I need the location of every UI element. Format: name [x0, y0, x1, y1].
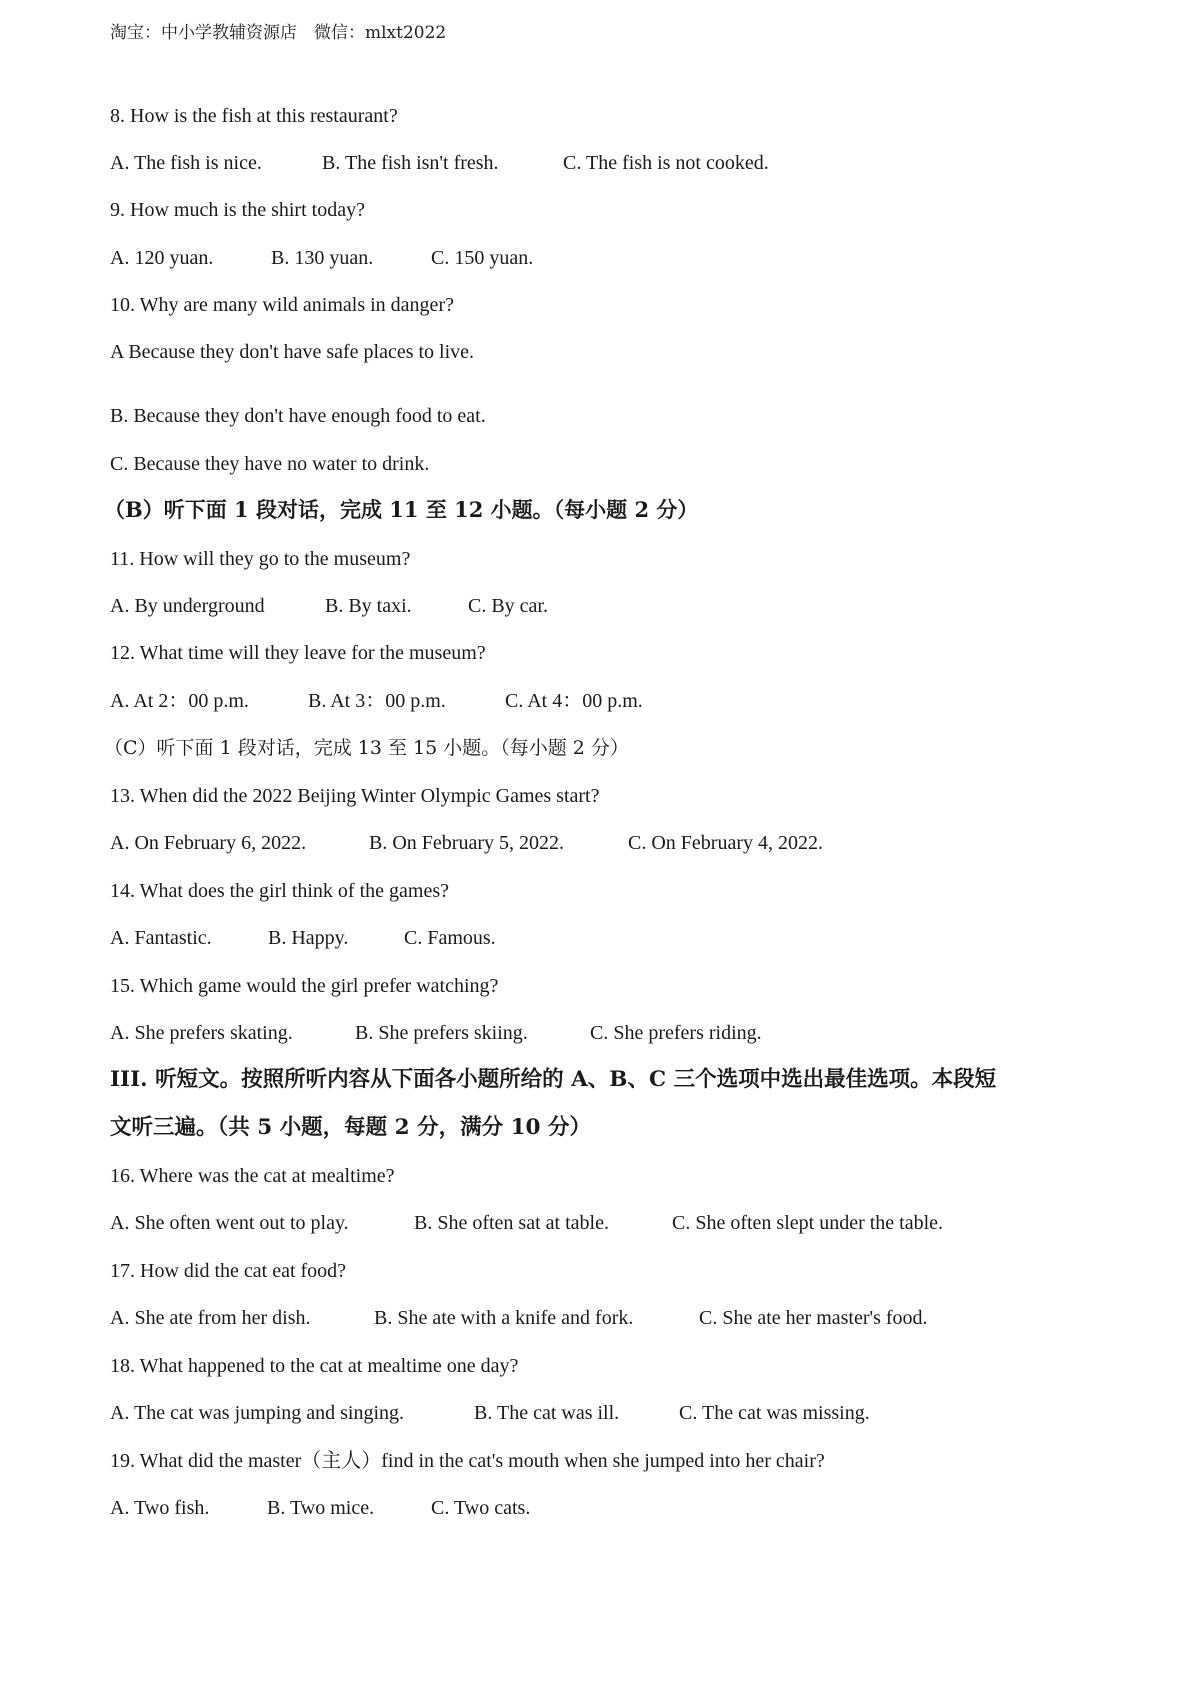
option-a: A. She often went out to play. [110, 1212, 349, 1234]
option-b: B. On February 5, 2022. [369, 832, 564, 854]
option-b: B. By taxi. [325, 595, 412, 617]
question-10-option-b: B. Because they don't have enough food to eat. [110, 405, 486, 427]
question-19: 19. What did the master（主人）find in the cat's mouth when she jumped into her chair? [110, 1450, 825, 1472]
option-b: B. She prefers skiing. [355, 1022, 528, 1044]
question-10-option-a: A Because they don't have safe places to live. [110, 341, 475, 363]
question-9: 9. How much is the shirt today? [110, 199, 365, 221]
option-b: B. The cat was ill. [474, 1402, 620, 1424]
question-15: 15. Which game would the girl prefer watching? [110, 975, 499, 997]
question-8: 8. How is the fish at this restaurant? [110, 105, 398, 127]
option-b: B. At 3：00 p.m. [308, 690, 446, 712]
option-c: C. The fish is not cooked. [563, 152, 769, 174]
option-c: C. 150 yuan. [431, 247, 534, 269]
section-iii-heading-line-2: 文听三遍。（共 5 小题，每题 2 分，满分 10 分） [110, 1115, 592, 1140]
option-a: A. At 2：00 p.m. [110, 690, 249, 712]
section-b-heading: （B）听下面 1 段对话，完成 11 至 12 小题。（每小题 2 分） [104, 497, 699, 522]
option-c: C. She often slept under the table. [672, 1212, 944, 1234]
question-11: 11. How will they go to the museum? [110, 548, 411, 570]
section-c-heading: （C）听下面 1 段对话，完成 13 至 15 小题。（每小题 2 分） [104, 737, 629, 759]
option-a: A. She ate from her dish. [110, 1307, 311, 1329]
option-c: C. The cat was missing. [679, 1402, 870, 1424]
question-12: 12. What time will they leave for the museum? [110, 642, 486, 664]
question-10-option-c: C. Because they have no water to drink. [110, 453, 430, 475]
question-13: 13. When did the 2022 Beijing Winter Olympic Games start? [110, 785, 600, 807]
option-c: C. At 4：00 p.m. [505, 690, 643, 712]
option-b: B. The fish isn't fresh. [322, 152, 499, 174]
page-header: 淘宝：中小学教辅资源店 微信：mlxt2022 [110, 23, 447, 43]
option-a: A. Two fish. [110, 1497, 210, 1519]
question-17: 17. How did the cat eat food? [110, 1260, 347, 1282]
option-c: C. By car. [468, 595, 548, 617]
option-a: A. By underground [110, 595, 265, 617]
question-18: 18. What happened to the cat at mealtime one day? [110, 1355, 519, 1377]
option-a: A. 120 yuan. [110, 247, 214, 269]
option-c: C. She prefers riding. [590, 1022, 762, 1044]
option-c: C. Famous. [404, 927, 496, 949]
option-a: A. The cat was jumping and singing. [110, 1402, 405, 1424]
option-b: B. 130 yuan. [271, 247, 374, 269]
option-a: A. Fantastic. [110, 927, 212, 949]
option-a: A. She prefers skating. [110, 1022, 293, 1044]
option-c: C. On February 4, 2022. [628, 832, 823, 854]
section-iii-heading-line-1: III. 听短文。按照所听内容从下面各小题所给的 A、B、C 三个选项中选出最佳选项。本段短 [110, 1067, 997, 1092]
option-c: C. Two cats. [431, 1497, 531, 1519]
option-b: B. Happy. [268, 927, 349, 949]
question-16: 16. Where was the cat at mealtime? [110, 1165, 395, 1187]
option-a: A. The fish is nice. [110, 152, 262, 174]
option-b: B. She often sat at table. [414, 1212, 609, 1234]
question-14: 14. What does the girl think of the games? [110, 880, 449, 902]
option-b: B. She ate with a knife and fork. [374, 1307, 634, 1329]
option-c: C. She ate her master's food. [699, 1307, 928, 1329]
question-10: 10. Why are many wild animals in danger? [110, 294, 454, 316]
option-b: B. Two mice. [267, 1497, 375, 1519]
option-a: A. On February 6, 2022. [110, 832, 307, 854]
